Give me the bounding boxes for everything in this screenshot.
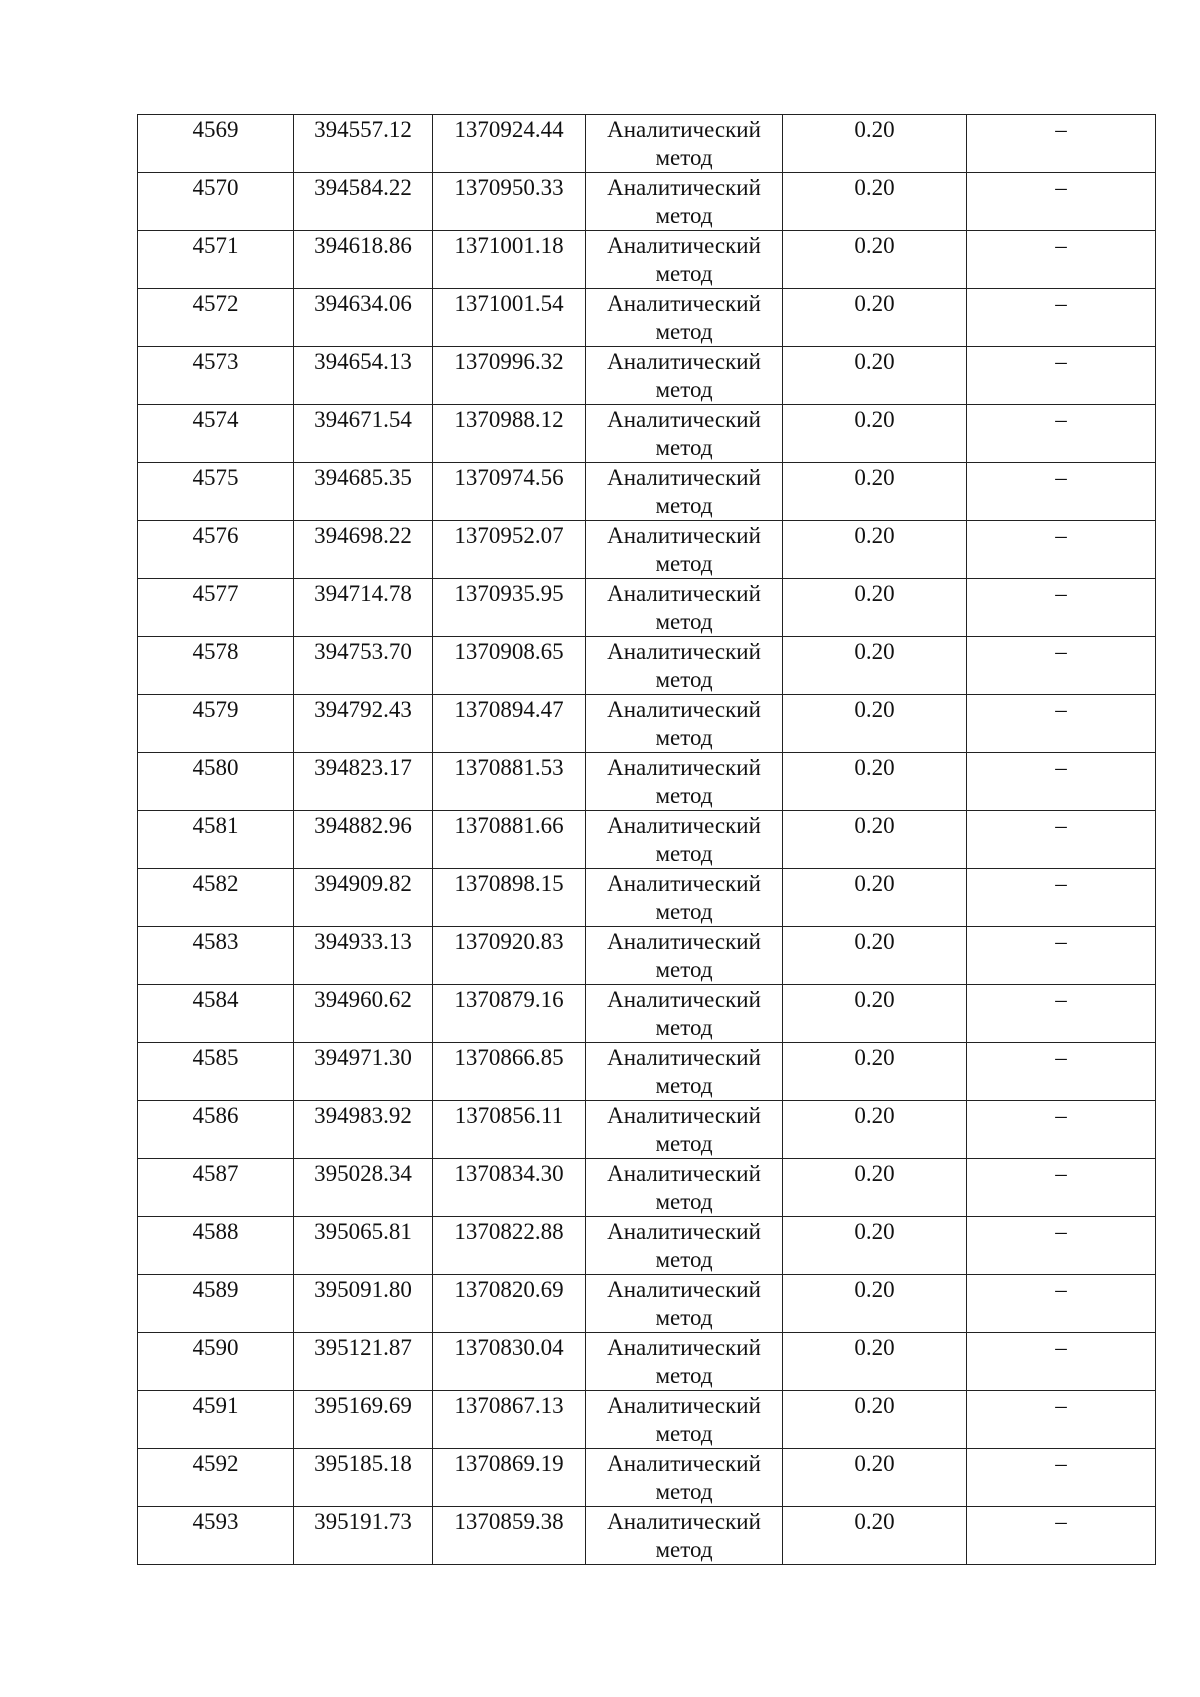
y-coordinate-cell: 1370908.65: [433, 637, 586, 695]
table-row: [138, 695, 1156, 753]
note-cell: –: [967, 405, 1156, 463]
accuracy-cell: 0.20: [783, 231, 967, 289]
accuracy-cell: 0.20: [783, 1449, 967, 1507]
point-number-cell: 4569: [138, 115, 294, 173]
x-coordinate-cell: 394971.30: [294, 1043, 433, 1101]
point-number-cell: 4593: [138, 1507, 294, 1565]
table-row: [138, 521, 1156, 579]
y-coordinate-cell: 1370924.44: [433, 115, 586, 173]
x-coordinate-cell: 394933.13: [294, 927, 433, 985]
x-coordinate-cell: 394792.43: [294, 695, 433, 753]
point-number-cell: 4571: [138, 231, 294, 289]
point-number-cell: 4581: [138, 811, 294, 869]
table-row: [138, 289, 1156, 347]
method-cell: Аналитический метод: [586, 1507, 783, 1565]
x-coordinate-cell: 395065.81: [294, 1217, 433, 1275]
table-row: [138, 115, 1156, 173]
point-number-cell: 4586: [138, 1101, 294, 1159]
point-number-cell: 4576: [138, 521, 294, 579]
accuracy-cell: 0.20: [783, 1101, 967, 1159]
method-cell: Аналитический метод: [586, 115, 783, 173]
method-cell: Аналитический метод: [586, 1101, 783, 1159]
accuracy-cell: 0.20: [783, 347, 967, 405]
x-coordinate-cell: 394634.06: [294, 289, 433, 347]
method-cell: Аналитический метод: [586, 173, 783, 231]
method-cell: Аналитический метод: [586, 1043, 783, 1101]
table-row: [138, 753, 1156, 811]
y-coordinate-cell: 1370974.56: [433, 463, 586, 521]
method-cell: Аналитический метод: [586, 985, 783, 1043]
x-coordinate-cell: 395091.80: [294, 1275, 433, 1333]
table-row: [138, 1275, 1156, 1333]
table-body: [138, 115, 1156, 1565]
y-coordinate-cell: 1370820.69: [433, 1275, 586, 1333]
x-coordinate-cell: 395191.73: [294, 1507, 433, 1565]
table-row: [138, 173, 1156, 231]
method-cell: Аналитический метод: [586, 231, 783, 289]
note-cell: –: [967, 347, 1156, 405]
accuracy-cell: 0.20: [783, 753, 967, 811]
accuracy-cell: 0.20: [783, 869, 967, 927]
note-cell: –: [967, 1449, 1156, 1507]
table-row: [138, 1043, 1156, 1101]
y-coordinate-cell: 1370920.83: [433, 927, 586, 985]
point-number-cell: 4573: [138, 347, 294, 405]
x-coordinate-cell: 394714.78: [294, 579, 433, 637]
note-cell: –: [967, 695, 1156, 753]
x-coordinate-cell: 394882.96: [294, 811, 433, 869]
point-number-cell: 4575: [138, 463, 294, 521]
point-number-cell: 4588: [138, 1217, 294, 1275]
note-cell: –: [967, 1101, 1156, 1159]
table-row: [138, 1449, 1156, 1507]
note-cell: –: [967, 637, 1156, 695]
table-row: [138, 1333, 1156, 1391]
note-cell: –: [967, 811, 1156, 869]
accuracy-cell: 0.20: [783, 405, 967, 463]
accuracy-cell: 0.20: [783, 289, 967, 347]
x-coordinate-cell: 394823.17: [294, 753, 433, 811]
y-coordinate-cell: 1370950.33: [433, 173, 586, 231]
point-number-cell: 4579: [138, 695, 294, 753]
note-cell: –: [967, 579, 1156, 637]
accuracy-cell: 0.20: [783, 927, 967, 985]
y-coordinate-cell: 1370856.11: [433, 1101, 586, 1159]
method-cell: Аналитический метод: [586, 637, 783, 695]
note-cell: –: [967, 521, 1156, 579]
note-cell: –: [967, 1275, 1156, 1333]
y-coordinate-cell: 1370881.53: [433, 753, 586, 811]
x-coordinate-cell: 394698.22: [294, 521, 433, 579]
y-coordinate-cell: 1371001.18: [433, 231, 586, 289]
method-cell: Аналитический метод: [586, 521, 783, 579]
table-row: [138, 347, 1156, 405]
accuracy-cell: 0.20: [783, 637, 967, 695]
y-coordinate-cell: 1370935.95: [433, 579, 586, 637]
x-coordinate-cell: 394584.22: [294, 173, 433, 231]
point-number-cell: 4578: [138, 637, 294, 695]
y-coordinate-cell: 1370881.66: [433, 811, 586, 869]
method-cell: Аналитический метод: [586, 869, 783, 927]
method-cell: Аналитический метод: [586, 1217, 783, 1275]
y-coordinate-cell: 1370952.07: [433, 521, 586, 579]
method-cell: Аналитический метод: [586, 753, 783, 811]
method-cell: Аналитический метод: [586, 1391, 783, 1449]
point-number-cell: 4587: [138, 1159, 294, 1217]
note-cell: –: [967, 1159, 1156, 1217]
method-cell: Аналитический метод: [586, 405, 783, 463]
y-coordinate-cell: 1371001.54: [433, 289, 586, 347]
point-number-cell: 4574: [138, 405, 294, 463]
note-cell: –: [967, 1391, 1156, 1449]
method-cell: Аналитический метод: [586, 1159, 783, 1217]
y-coordinate-cell: 1370834.30: [433, 1159, 586, 1217]
note-cell: –: [967, 985, 1156, 1043]
x-coordinate-cell: 394983.92: [294, 1101, 433, 1159]
method-cell: Аналитический метод: [586, 347, 783, 405]
table-row: [138, 231, 1156, 289]
note-cell: –: [967, 289, 1156, 347]
coordinates-table: [137, 114, 1156, 1565]
note-cell: –: [967, 463, 1156, 521]
method-cell: Аналитический метод: [586, 811, 783, 869]
point-number-cell: 4590: [138, 1333, 294, 1391]
table-row: [138, 927, 1156, 985]
y-coordinate-cell: 1370859.38: [433, 1507, 586, 1565]
note-cell: –: [967, 1333, 1156, 1391]
y-coordinate-cell: 1370988.12: [433, 405, 586, 463]
x-coordinate-cell: 395185.18: [294, 1449, 433, 1507]
accuracy-cell: 0.20: [783, 1333, 967, 1391]
table-row: [138, 1217, 1156, 1275]
accuracy-cell: 0.20: [783, 1275, 967, 1333]
table-row: [138, 1507, 1156, 1565]
note-cell: –: [967, 1043, 1156, 1101]
method-cell: Аналитический метод: [586, 1333, 783, 1391]
y-coordinate-cell: 1370898.15: [433, 869, 586, 927]
method-cell: Аналитический метод: [586, 289, 783, 347]
x-coordinate-cell: 395121.87: [294, 1333, 433, 1391]
accuracy-cell: 0.20: [783, 463, 967, 521]
accuracy-cell: 0.20: [783, 1043, 967, 1101]
x-coordinate-cell: 394618.86: [294, 231, 433, 289]
accuracy-cell: 0.20: [783, 811, 967, 869]
table-row: [138, 1159, 1156, 1217]
point-number-cell: 4585: [138, 1043, 294, 1101]
note-cell: –: [967, 927, 1156, 985]
accuracy-cell: 0.20: [783, 173, 967, 231]
y-coordinate-cell: 1370867.13: [433, 1391, 586, 1449]
note-cell: –: [967, 115, 1156, 173]
point-number-cell: 4583: [138, 927, 294, 985]
accuracy-cell: 0.20: [783, 579, 967, 637]
point-number-cell: 4577: [138, 579, 294, 637]
note-cell: –: [967, 231, 1156, 289]
table-row: [138, 985, 1156, 1043]
method-cell: Аналитический метод: [586, 579, 783, 637]
accuracy-cell: 0.20: [783, 695, 967, 753]
point-number-cell: 4589: [138, 1275, 294, 1333]
point-number-cell: 4580: [138, 753, 294, 811]
point-number-cell: 4582: [138, 869, 294, 927]
x-coordinate-cell: 394753.70: [294, 637, 433, 695]
point-number-cell: 4570: [138, 173, 294, 231]
method-cell: Аналитический метод: [586, 1275, 783, 1333]
accuracy-cell: 0.20: [783, 1217, 967, 1275]
table-row: [138, 869, 1156, 927]
accuracy-cell: 0.20: [783, 1391, 967, 1449]
x-coordinate-cell: 394909.82: [294, 869, 433, 927]
note-cell: –: [967, 173, 1156, 231]
x-coordinate-cell: 394557.12: [294, 115, 433, 173]
table-row: [138, 405, 1156, 463]
x-coordinate-cell: 394685.35: [294, 463, 433, 521]
method-cell: Аналитический метод: [586, 1449, 783, 1507]
x-coordinate-cell: 394671.54: [294, 405, 433, 463]
accuracy-cell: 0.20: [783, 1507, 967, 1565]
note-cell: –: [967, 1507, 1156, 1565]
note-cell: –: [967, 753, 1156, 811]
point-number-cell: 4591: [138, 1391, 294, 1449]
method-cell: Аналитический метод: [586, 463, 783, 521]
method-cell: Аналитический метод: [586, 695, 783, 753]
table-row: [138, 1101, 1156, 1159]
accuracy-cell: 0.20: [783, 521, 967, 579]
table-row: [138, 811, 1156, 869]
note-cell: –: [967, 1217, 1156, 1275]
accuracy-cell: 0.20: [783, 115, 967, 173]
point-number-cell: 4592: [138, 1449, 294, 1507]
point-number-cell: 4572: [138, 289, 294, 347]
y-coordinate-cell: 1370830.04: [433, 1333, 586, 1391]
y-coordinate-cell: 1370996.32: [433, 347, 586, 405]
x-coordinate-cell: 394960.62: [294, 985, 433, 1043]
x-coordinate-cell: 395169.69: [294, 1391, 433, 1449]
x-coordinate-cell: 394654.13: [294, 347, 433, 405]
y-coordinate-cell: 1370869.19: [433, 1449, 586, 1507]
x-coordinate-cell: 395028.34: [294, 1159, 433, 1217]
accuracy-cell: 0.20: [783, 985, 967, 1043]
y-coordinate-cell: 1370879.16: [433, 985, 586, 1043]
accuracy-cell: 0.20: [783, 1159, 967, 1217]
y-coordinate-cell: 1370894.47: [433, 695, 586, 753]
table-row: [138, 463, 1156, 521]
method-cell: Аналитический метод: [586, 927, 783, 985]
table-row: [138, 637, 1156, 695]
note-cell: –: [967, 869, 1156, 927]
table-row: [138, 579, 1156, 637]
y-coordinate-cell: 1370822.88: [433, 1217, 586, 1275]
table-row: [138, 1391, 1156, 1449]
point-number-cell: 4584: [138, 985, 294, 1043]
y-coordinate-cell: 1370866.85: [433, 1043, 586, 1101]
